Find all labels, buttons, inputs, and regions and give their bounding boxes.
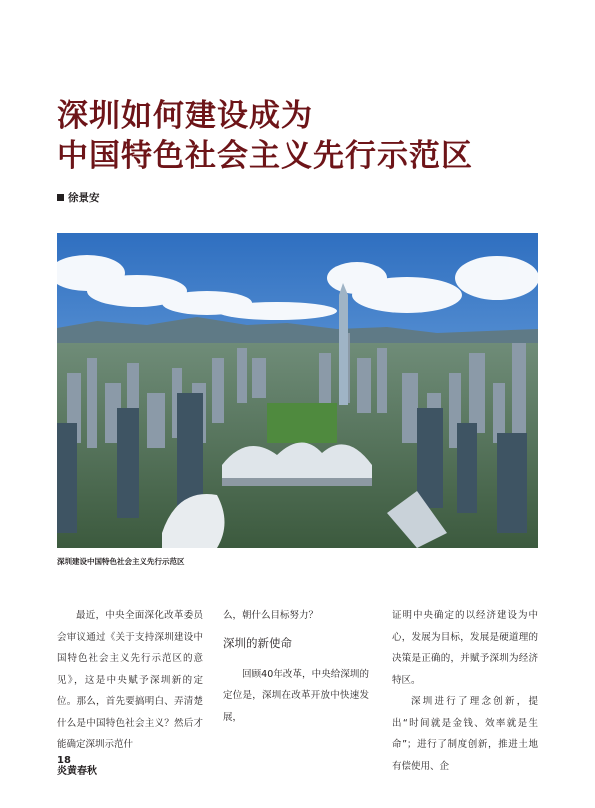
author-name: 徐景安 [68, 192, 100, 204]
photo-caption: 深圳建设中国特色社会主义先行示范区 [57, 557, 185, 566]
body-column-2 [223, 605, 369, 728]
paragraph: 最近，中央全面深化改革委员会审议通过《关于支持深圳建设中国特色社会主义先行示范区的意见》，这是中央赋予深圳新的定位。那么，首先要搞明白、弄清楚什么是中国特色社会主义？然后才能确定深圳示范什 [57, 610, 203, 750]
page-number: 18 [57, 755, 71, 766]
paragraph: 回顾40年改革，中央给深圳的定位是，深圳在改革开放中快速发展， [223, 668, 369, 723]
paragraph: 证明中央确定的以经济建设为中心，发展为目标，发展是硬道理的决策是正确的，并赋予深圳为经济特区。 [392, 610, 538, 686]
article-title [57, 96, 537, 176]
byline-square-icon [57, 194, 64, 201]
body-column-3 [392, 605, 538, 777]
paragraph: 么，朝什么目标努力？ [223, 610, 319, 621]
city-skyline-photo [57, 233, 538, 548]
section-heading: 深圳的新使命 [223, 635, 292, 650]
author-byline [57, 190, 100, 205]
magazine-name: 炎黄春秋 [57, 766, 97, 777]
title-line-1: 深圳如何建设成为 [57, 98, 313, 134]
body-column-1 [57, 605, 203, 756]
title-line-2: 中国特色社会主义先行示范区 [57, 138, 473, 174]
page-footer [57, 755, 97, 777]
paragraph: 深圳进行了理念创新，提出“时间就是金钱、效率就是生命”；进行了制度创新，推进土地有偿使用、企 [392, 696, 538, 772]
